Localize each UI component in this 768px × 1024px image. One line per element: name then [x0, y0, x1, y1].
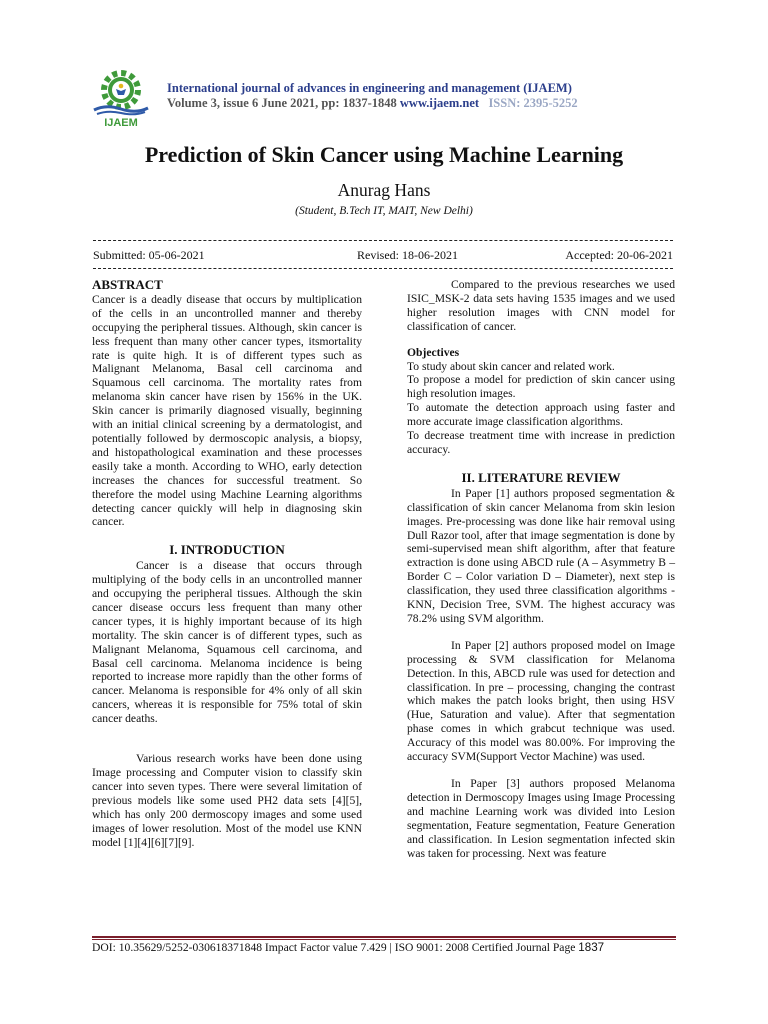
literature-review-heading: II. LITERATURE REVIEW — [461, 469, 621, 485]
literature-paragraph-1: In Paper [1] authors proposed segmentation & classification of skin cancer Melanoma from skin lesion images. Pre-processing was done like hair removal using Dull Razor tool, after that image segmentation is done by semi-supervised mean shift algorithm, after that feature extraction is done using ABCD rule (A – Asymmetry B – Border C – Color variation D – Diameter), next step is classification, they used three classification algorithms - KNN, Decision Tree, SVM. The highest accuracy was 78.2% using SVM algorithm. — [407, 486, 675, 625]
footer-rule — [92, 936, 676, 938]
introduction-paragraph-2: Various research works have been done using Image processing and Computer vision to classify skin cancer into seven types. There were several limitation of previous models like some used PH2 data sets [4][5], which has only 200 dermoscopy images and some used images of lower resolution. Most of the model use KNN model [1][4][6][7][9]. — [92, 752, 362, 849]
journal-website-link[interactable]: www.ijaem.net — [399, 96, 480, 110]
abstract-heading: ABSTRACT — [92, 277, 163, 292]
submitted-date: Submitted: 05-06-2021 — [93, 248, 205, 262]
objective-item: To decrease treatment time with increase in prediction accuracy. — [407, 429, 675, 456]
journal-volume-line — [167, 96, 578, 111]
page-number: 1837 — [578, 941, 605, 954]
ijaem-gear-logo-icon — [88, 66, 154, 128]
page-footer — [92, 941, 676, 954]
literature-paragraph-3: In Paper [3] authors proposed Melanoma detection in Dermoscopy Images using Image Processing and machine Learning work was divided into Lesion segmentation, Feature segmentation, Feature Generation and classification. In Lesion segmentation infected skin was taken for processing. Next was feature — [407, 777, 675, 860]
dashed-divider-bottom — [93, 268, 673, 269]
dashed-divider-top — [93, 240, 673, 241]
issn: ISSN: 2395-5252 — [488, 96, 578, 110]
left-column — [92, 278, 362, 849]
volume-info: Volume 3, issue 6 June 2021, pp: 1837-1848 — [167, 96, 397, 110]
introduction-paragraph-3: Compared to the previous researches we used ISIC_MSK-2 data sets having 1535 images and we used higher resolution images with CNN model for classification of cancer. — [407, 278, 675, 333]
paper-title: Prediction of Skin Cancer using Machine Learning — [144, 142, 624, 167]
introduction-heading: I. INTRODUCTION — [169, 542, 285, 558]
author-name: Anurag Hans — [337, 180, 431, 200]
objectives-heading: Objectives — [407, 345, 460, 359]
accepted-date: Accepted: 20-06-2021 — [565, 248, 673, 262]
literature-paragraph-2: In Paper [2] authors proposed model on Image processing & SVM classification for Melanoma Detection. In this, ABCD rule was used for detection and classification. In pre – processing, changing the contrast which makes the patch looks bright, then using HSV (Hue, Saturation and value). After that segmentation phase comes in which grabcut technique was used. Accuracy of this model was 80.00%. For improving the accuracy SVM(Support Vector Machine) was used. — [407, 638, 675, 764]
introduction-paragraph-1: Cancer is a disease that occurs through multiplying of the body cells in an uncontrolled manner and occupying the peripheral tissues. Although the skin cancer disease occurs less frequent than many other cancer types, it is highly important because of its high mortality. The skin cancer is of different types, such as Malignant Melanoma, Squamous cell carcinoma, and Basal cell carcinoma. Melanoma incidence is being reported to increase more rapidly than the other forms of cancer. Melanoma is responsible for 4% only of all skin cancers, whereas it is responsible for 75% total of skin cancer deaths. — [92, 559, 362, 726]
objective-item: To automate the detection approach using faster and more accurate image classification algorithms. — [407, 401, 675, 429]
footer-rule-thin — [92, 939, 676, 940]
footer-text: DOI: 10.35629/5252-030618371848 Impact Factor value 7.429 | ISO 9001: 2008 Certified Journal Page — [92, 941, 579, 954]
objective-item: To propose a model for prediction of skin cancer using high resolution images. — [407, 373, 675, 401]
revised-date: Revised: 18-06-2021 — [357, 248, 458, 262]
right-column — [407, 278, 675, 860]
logo-text: IJAEM — [104, 117, 138, 128]
objective-item: To study about skin cancer and related work. — [407, 359, 615, 373]
journal-name: International journal of advances in engineering and management (IJAEM) — [167, 81, 572, 95]
author-affiliation: (Student, B.Tech IT, MAIT, New Delhi) — [295, 205, 473, 217]
abstract-text: Cancer is a deadly disease that occurs by multiplication of the cells in an uncontrolled manner and thereby occupying the peripheral tissues. Although, skin cancer is less frequent than many other cancer types, itsmortality rate is quite high. It is of different types such as Malignant Melanoma, Basal cell carcinoma and Squamous cell carcinoma. The mortality rates from melanoma skin cancer have risen by 156% in the UK. Skin cancer is primarily diagnosed visually, beginning with an initial clinical screening by a dermatologist, and potentially followed by dermoscopic analysis, a biopsy, and histopathological examination and these processes easily take a month. According to WHO, early detection increases the chances for successful treatment. So therefore the model using Machine Learning algorithms detecting cancer quickly will help in diagnosing skin cancer. — [92, 292, 362, 529]
